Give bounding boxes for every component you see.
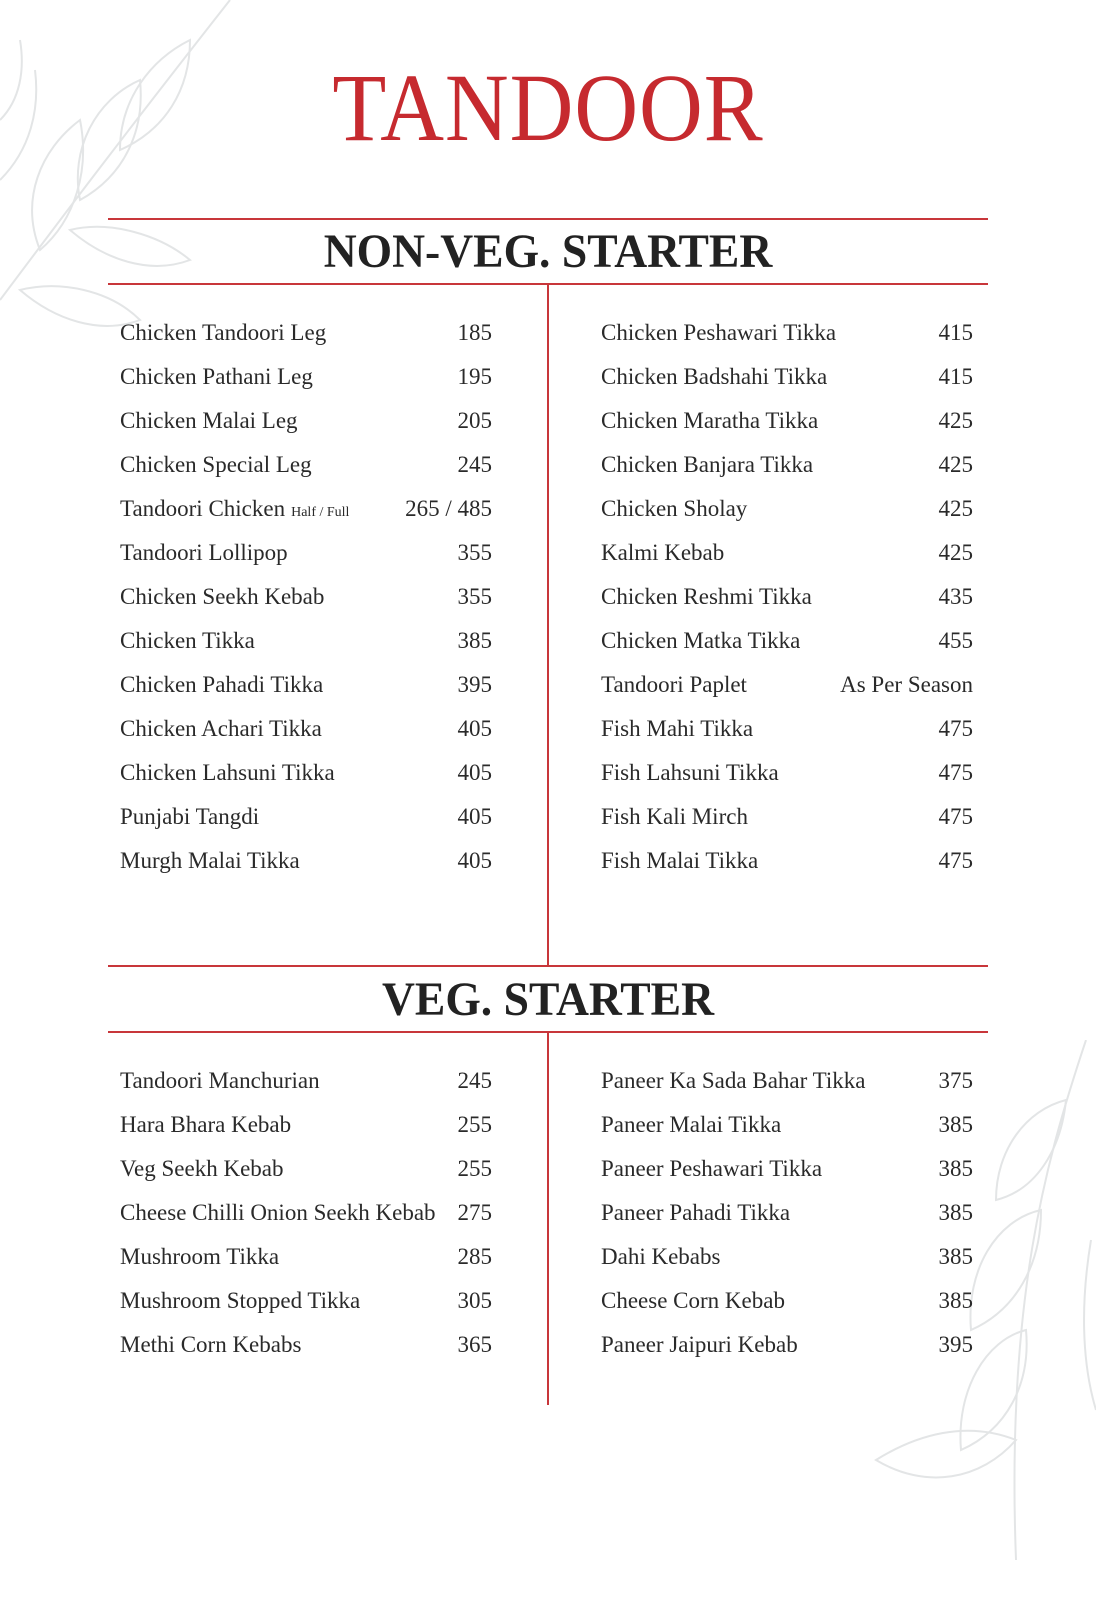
menu-item	[120, 848, 492, 892]
menu-item-name-wrap	[120, 1332, 301, 1358]
menu-item-price: 415	[938, 364, 973, 389]
menu-item-price: 425	[938, 540, 973, 565]
menu-item-name: Kalmi Kebab	[601, 540, 725, 565]
menu-item-name-wrap	[601, 364, 827, 390]
menu-item	[601, 320, 973, 364]
column-divider	[547, 1033, 549, 1405]
menu-item-price: 385	[938, 1200, 973, 1225]
menu-item-price: 195	[457, 364, 492, 389]
menu-item	[601, 408, 973, 452]
menu-item-name-wrap	[601, 320, 836, 346]
menu-item-name-wrap	[120, 408, 298, 434]
veg-heading: VEG. STARTER	[381, 973, 715, 1026]
menu-item	[120, 584, 492, 628]
menu-item-price: 285	[457, 1244, 492, 1269]
menu-item-name: Chicken Tandoori Leg	[120, 320, 327, 345]
menu-item	[120, 540, 492, 584]
menu-item-name: Punjabi Tangdi	[120, 804, 260, 829]
menu-item	[120, 804, 492, 848]
menu-item-name-wrap	[601, 628, 800, 654]
menu-item-name: Chicken Lahsuni Tikka	[120, 760, 335, 785]
menu-item	[120, 496, 492, 540]
menu-item	[601, 1332, 973, 1376]
menu-item-price: 385	[938, 1244, 973, 1269]
divider-line	[108, 218, 988, 220]
menu-item-price: 425	[938, 496, 973, 521]
menu-item-price: 405	[457, 716, 492, 741]
menu-item-name: Chicken Pathani Leg	[120, 364, 313, 389]
menu-item-name: Murgh Malai Tikka	[120, 848, 300, 873]
menu-item-name-wrap	[120, 760, 335, 786]
menu-item-name: Methi Corn Kebabs	[120, 1332, 302, 1357]
menu-item-name: Fish Lahsuni Tikka	[601, 760, 779, 785]
nonveg-heading: NON-VEG. STARTER	[323, 225, 773, 278]
menu-item-price: 355	[457, 584, 492, 609]
menu-item-price: 255	[457, 1112, 492, 1137]
menu-item	[120, 628, 492, 672]
menu-item-name-wrap	[120, 848, 300, 874]
page-title: TANDOOR	[332, 54, 764, 161]
nonveg-right-column	[601, 320, 973, 892]
menu-item-price: 375	[938, 1068, 973, 1093]
menu-item-name: Chicken Peshawari Tikka	[601, 320, 837, 345]
menu-item-name: Chicken Reshmi Tikka	[601, 584, 812, 609]
menu-item	[601, 628, 973, 672]
menu-item	[601, 1244, 973, 1288]
menu-item-name: Chicken Maratha Tikka	[601, 408, 819, 433]
menu-item-name-wrap	[120, 716, 322, 742]
menu-item-name-wrap	[601, 1244, 720, 1270]
menu-item	[120, 320, 492, 364]
menu-item-name-wrap	[601, 1332, 798, 1358]
menu-item-name-wrap	[601, 584, 812, 610]
menu-item-price: 275	[457, 1200, 492, 1225]
menu-item	[120, 1288, 492, 1332]
menu-item-price: 385	[938, 1156, 973, 1181]
menu-item-price: 475	[938, 804, 973, 829]
menu-item-portion-note: Half / Full	[291, 505, 350, 520]
menu-item-price: 365	[457, 1332, 492, 1357]
menu-item-name: Paneer Pahadi Tikka	[601, 1200, 791, 1225]
menu-item	[120, 1068, 492, 1112]
menu-item-name-wrap	[120, 584, 324, 610]
menu-item-name-wrap	[601, 408, 818, 434]
menu-item-name-wrap	[601, 760, 779, 786]
menu-item-name-wrap	[120, 1156, 284, 1182]
menu-item-price: 255	[457, 1156, 492, 1181]
menu-item	[120, 760, 492, 804]
menu-item-name-wrap	[601, 1200, 790, 1226]
menu-item-price: 455	[938, 628, 973, 653]
menu-item-name-wrap	[120, 672, 323, 698]
menu-item-name-wrap	[120, 1288, 360, 1314]
menu-item-name: Tandoori Paplet	[601, 672, 747, 697]
menu-item-name: Chicken Banjara Tikka	[601, 452, 814, 477]
menu-item-price: 405	[457, 760, 492, 785]
menu-item	[601, 1200, 973, 1244]
menu-item-name-wrap	[120, 1068, 320, 1094]
menu-item-name: Tandoori Lollipop	[120, 540, 288, 565]
menu-item	[120, 1332, 492, 1376]
menu-item-name-wrap	[120, 540, 288, 566]
menu-item	[601, 804, 973, 848]
nonveg-left-column	[120, 320, 492, 892]
menu-item-name: Paneer Ka Sada Bahar Tikka	[601, 1068, 866, 1093]
menu-item-name: Chicken Seekh Kebab	[120, 584, 325, 609]
menu-item-name: Hara Bhara Kebab	[120, 1112, 292, 1137]
menu-item	[601, 584, 973, 628]
menu-item-name-wrap	[601, 496, 747, 522]
menu-item-price: 405	[457, 848, 492, 873]
menu-item-name: Chicken Pahadi Tikka	[120, 672, 324, 697]
menu-item	[120, 408, 492, 452]
menu-item-price: 185	[457, 320, 492, 345]
menu-item	[120, 1112, 492, 1156]
menu-item-price: 385	[457, 628, 492, 653]
menu-item-price: 395	[457, 672, 492, 697]
menu-item-name-wrap	[120, 496, 349, 522]
menu-item	[120, 672, 492, 716]
menu-item-name: Veg Seekh Kebab	[120, 1156, 284, 1181]
menu-item	[601, 1156, 973, 1200]
menu-item-price: 405	[457, 804, 492, 829]
menu-item-name: Chicken Special Leg	[120, 452, 312, 477]
menu-item-name-wrap	[601, 804, 748, 830]
menu-item-price: 245	[457, 1068, 492, 1093]
menu-item-name: Chicken Malai Leg	[120, 408, 298, 433]
menu-item	[120, 364, 492, 408]
menu-item-name-wrap	[120, 1244, 279, 1270]
menu-item-name-wrap	[601, 716, 753, 742]
menu-item-price: 385	[938, 1288, 973, 1313]
menu-item-name: Chicken Sholay	[601, 496, 748, 521]
menu-item-name: Chicken Badshahi Tikka	[601, 364, 828, 389]
menu-item	[601, 716, 973, 760]
menu-item-price: 435	[938, 584, 973, 609]
menu-item-name-wrap	[601, 452, 813, 478]
menu-item-name: Chicken Tikka	[120, 628, 255, 653]
menu-item-name: Fish Malai Tikka	[601, 848, 759, 873]
menu-item	[120, 1244, 492, 1288]
menu-item	[601, 1068, 973, 1112]
menu-item-price: 425	[938, 452, 973, 477]
menu-item-name: Cheese Corn Kebab	[601, 1288, 785, 1313]
menu-item-price: 385	[938, 1112, 973, 1137]
menu-item-name: Cheese Chilli Onion Seekh Kebab	[120, 1200, 436, 1225]
menu-item-name-wrap	[601, 848, 758, 874]
menu-item-name: Mushroom Stopped Tikka	[120, 1288, 361, 1313]
menu-item-price: 415	[938, 320, 973, 345]
menu-item-name-wrap	[120, 452, 312, 478]
menu-item-price: 265 / 485	[405, 496, 492, 521]
divider-line	[108, 965, 988, 967]
column-divider	[547, 285, 549, 965]
menu-item-price: 475	[938, 716, 973, 741]
menu-item-name: Fish Mahi Tikka	[601, 716, 754, 741]
menu-item-price: 395	[938, 1332, 973, 1357]
menu-item-price: 205	[457, 408, 492, 433]
menu-item-name-wrap	[120, 1112, 291, 1138]
menu-item-name-wrap	[120, 320, 326, 346]
menu-item-name-wrap	[120, 628, 255, 654]
menu-item-name: Paneer Peshawari Tikka	[601, 1156, 823, 1181]
menu-item	[120, 1156, 492, 1200]
menu-item	[601, 760, 973, 804]
menu-item-name: Paneer Jaipuri Kebab	[601, 1332, 798, 1357]
menu-item-price: 425	[938, 408, 973, 433]
veg-left-column	[120, 1068, 492, 1376]
menu-item	[601, 540, 973, 584]
menu-item-name-wrap	[120, 1200, 436, 1226]
menu-item-name-wrap	[601, 1112, 781, 1138]
menu-item	[120, 452, 492, 496]
menu-item-price: 355	[457, 540, 492, 565]
menu-item	[601, 452, 973, 496]
menu-item-name: Mushroom Tikka	[120, 1244, 280, 1269]
menu-item-price: As Per Season	[840, 672, 973, 697]
menu-item-name-wrap	[601, 540, 724, 566]
menu-item-price: 475	[938, 760, 973, 785]
menu-item-name-wrap	[120, 364, 313, 390]
menu-item	[601, 672, 973, 716]
menu-item	[601, 848, 973, 892]
menu-item-name: Tandoori Manchurian	[120, 1068, 320, 1093]
veg-right-column	[601, 1068, 973, 1376]
menu-item-name-wrap	[601, 1288, 785, 1314]
menu-item-name: Dahi Kebabs	[601, 1244, 721, 1269]
menu-item-name: Chicken Achari Tikka	[120, 716, 322, 741]
menu-item-price: 305	[457, 1288, 492, 1313]
menu-item	[601, 1112, 973, 1156]
menu-item-name: Paneer Malai Tikka	[601, 1112, 782, 1137]
menu-item-price: 245	[457, 452, 492, 477]
menu-item-name: Chicken Matka Tikka	[601, 628, 801, 653]
menu-item-name: Tandoori Chicken	[120, 496, 286, 521]
menu-item	[120, 716, 492, 760]
menu-item	[601, 1288, 973, 1332]
menu-item	[601, 496, 973, 540]
menu-item-name-wrap	[601, 672, 747, 698]
menu-item-name-wrap	[601, 1156, 822, 1182]
menu-item-name-wrap	[601, 1068, 865, 1094]
menu-item-name: Fish Kali Mirch	[601, 804, 748, 829]
menu-item-name-wrap	[120, 804, 259, 830]
menu-item	[120, 1200, 492, 1244]
menu-item	[601, 364, 973, 408]
menu-item-price: 475	[938, 848, 973, 873]
